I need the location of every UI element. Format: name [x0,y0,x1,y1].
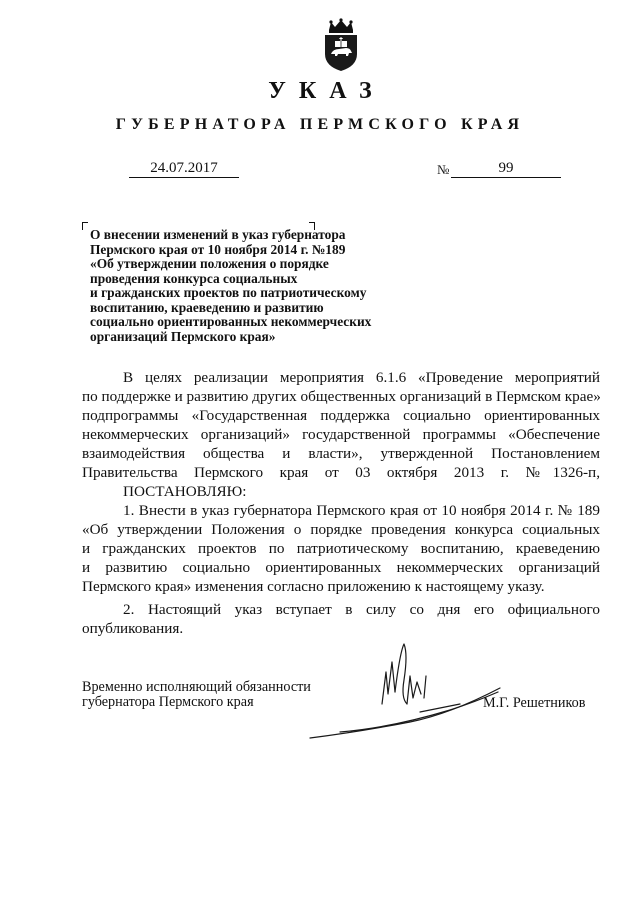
subject-line: социально ориентированных некоммерческих [90,314,372,329]
subject-line: воспитанию, краеведению и развитию [90,299,324,315]
signer-position [82,680,311,710]
paragraph-line: и гражданских проектов по патриотическому воспитанию, краеведению [82,540,600,557]
decree-date: 24.07.2017 [129,160,239,178]
paragraph-line: 1. Внести в указ губернатора Пермского края от 10 ноября 2014 г. № 189 [123,502,600,519]
subject-corner-left [82,222,88,230]
number-sign: № [437,162,450,177]
subject-line: «Об утверждении положения о порядке [90,256,329,271]
subject-line: проведения конкурса социальных [90,270,298,286]
signer-position-line: губернатора Пермского края [82,694,254,710]
paragraph-line: 2. Настоящий указ вступает в силу со дня его официального [123,601,600,618]
paragraph-line: по поддержке и развитию других общественных организаций в Пермском крае» [82,388,601,405]
decree-word: ПОСТАНОВЛЯЮ: [123,483,247,500]
paragraph-line: опубликования. [82,620,184,637]
paragraph-line: подпрограммы «Государственная поддержка социально ориентированных [82,407,600,424]
clause-1-paragraph [82,501,600,596]
paragraph-line: некоммерческих организаций» государственной программы «Обеспечение [82,426,600,443]
decree-number: 99 [451,160,561,178]
decree-word-block [82,482,600,501]
paragraph-line: и развитию социально ориентированных некоммерческих организаций [82,559,600,576]
decree-title: УКАЗ [268,78,385,104]
paragraph-line: Пермского края» изменения согласно приложению к настоящему указу. [82,578,545,595]
paragraph-line: «Об утверждении Положения о порядке проведения конкурса социальных [82,521,600,538]
signer-name: М.Г. Решетников [483,695,586,711]
handwritten-signature [300,632,510,747]
paragraph-line: В целях реализации мероприятия 6.1.6 «Проведение мероприятий [123,369,600,386]
subject-line: и гражданских проектов по патриотическому [90,285,367,300]
preamble-paragraph [82,368,600,482]
paragraph-line: Правительства Пермского края от 03 октября 2013 г. №1326-п, [82,464,600,481]
signer-position-line: Временно исполняющий обязанности [82,679,311,695]
decree-issuer: ГУБЕРНАТОРА ПЕРМСКОГО КРАЯ [115,116,525,133]
subject-line: Пермского края от 10 ноября 2014 г. №189 [90,241,346,257]
coat-of-arms-icon [319,18,363,72]
paragraph-line: взаимодействия общества и власти», утвержденной Постановлением [82,445,600,462]
subject-line: О внесении изменений в указ губернатора [90,227,346,242]
decree-subject [90,228,420,344]
subject-line: организаций Пермского края» [90,328,276,344]
